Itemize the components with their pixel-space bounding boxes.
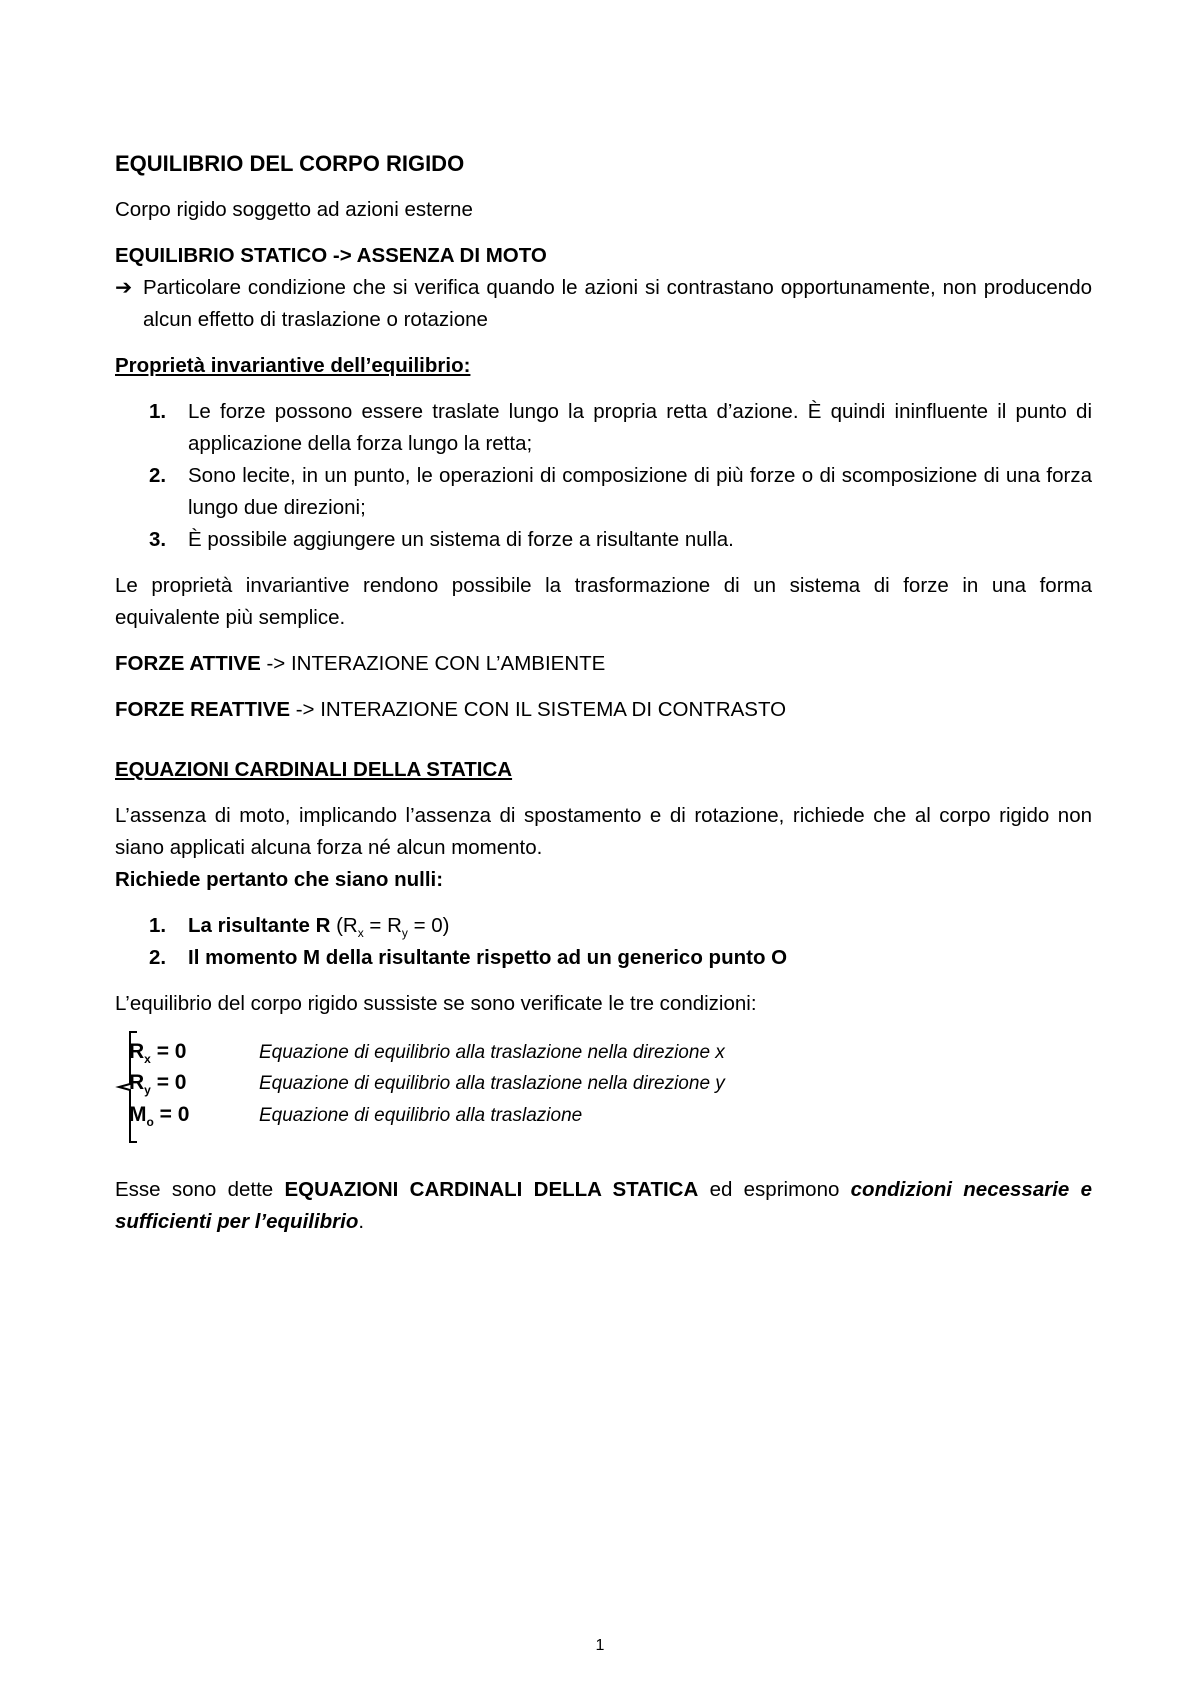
cardinal-intro: L’assenza di moto, implicando l’assenza di spostamento e di rotazione, richiede che al corpo rigido non siano applicati alcuna forza né alcun momento. [115, 804, 1092, 859]
equation-lhs: $R_x = 0$ [129, 1040, 187, 1067]
static-eq-heading: EQUILIBRIO STATICO -> ASSENZA DI MOTO [115, 244, 547, 267]
list-item-number: 2. [149, 946, 167, 969]
list-item [115, 460, 1092, 524]
active-forces-text: -> INTERAZIONE CON L’AMBIENTE [260, 652, 606, 675]
conclusion-text: Esse sono dette [115, 1178, 285, 1201]
cardinal-list [115, 910, 1092, 974]
equation-lhs: $R_y = 0$ [129, 1071, 187, 1098]
ry-symbol: = R [363, 914, 402, 937]
page-number: 1 [595, 1637, 605, 1654]
rx-symbol: R [342, 914, 358, 937]
equation-description: Equazione di equilibrio alla traslazione [259, 1105, 583, 1126]
ry-subscript: y [401, 926, 408, 941]
list-item-text [188, 910, 1092, 942]
list-item-text: È possibile aggiungere un sistema di forze a risultante nulla. [188, 528, 734, 551]
reactive-forces-line [115, 694, 1092, 726]
conclusion-keyword: EQUAZIONI CARDINALI DELLA STATICA [284, 1178, 699, 1201]
equation-lhs: $M_o = 0$ [129, 1103, 190, 1130]
reactive-forces-text: -> INTERAZIONE CON IL SISTEMA DI CONTRASTO [290, 698, 787, 721]
invariant-summary: Le proprietà invariantive rendono possibile la trasformazione di un sistema di forze in una forma equivalente più semplice. [115, 574, 1092, 629]
conclusion-text: ed esprimono [698, 1178, 851, 1201]
equation-description: Equazione di equilibrio alla traslazione nella direzione x [259, 1042, 725, 1063]
invariant-heading: Proprietà invariantive dell’equilibrio: [115, 354, 471, 377]
list-item [115, 910, 1092, 942]
equation-row [129, 1099, 582, 1132]
list-item [115, 396, 1092, 460]
list-item [115, 942, 1092, 974]
list-item-text: Le forze possono essere traslate lungo la propria retta d’azione. È quindi ininfluente il punto di applicazione della forza lungo la retta; [188, 400, 1092, 455]
equation-row [129, 1036, 725, 1069]
list-item-number: 1. [149, 914, 167, 937]
static-eq-definition [115, 272, 1092, 336]
right-arrow-icon: ➔ [115, 276, 133, 299]
list-item [115, 524, 1092, 556]
paren-open: ( [330, 914, 343, 937]
conditions-intro: L’equilibrio del corpo rigido sussiste se sono verificate le tre condizioni: [115, 992, 757, 1015]
active-forces-line [115, 648, 1092, 680]
list-item-number: 1. [149, 400, 167, 423]
list-item-number: 2. [149, 464, 167, 487]
conclusion-emphasis: condizioni necessarie e sufficienti per l’equilibrio [115, 1178, 1092, 1233]
invariant-list [115, 396, 1092, 556]
paren-close: = 0) [407, 914, 450, 937]
conclusion [115, 1174, 1092, 1238]
resultant-label: La risultante R [188, 914, 331, 937]
static-eq-text: Particolare condizione che si verifica quando le azioni si contrastano opportunamente, non producendo alcun effetto di traslazione o rotazione [143, 276, 1092, 331]
equation-description: Equazione di equilibrio alla traslazione nella direzione y [259, 1073, 725, 1094]
reactive-forces-label: FORZE REATTIVE [115, 698, 291, 721]
list-item-text: Sono lecite, in un punto, le operazioni di composizione di più forze o di scomposizione di una forza lungo due direzioni; [188, 464, 1092, 519]
active-forces-label: FORZE ATTIVE [115, 652, 261, 675]
equation-row [129, 1067, 725, 1100]
conclusion-period: . [358, 1210, 365, 1233]
list-item-text: Il momento M della risultante rispetto ad un generico punto O [188, 946, 788, 969]
subtitle: Corpo rigido soggetto ad azioni esterne [115, 198, 473, 221]
cardinal-heading: EQUAZIONI CARDINALI DELLA STATICA [115, 758, 513, 781]
page-title: EQUILIBRIO DEL CORPO RIGIDO [115, 151, 465, 176]
rx-subscript: x [357, 926, 364, 941]
cardinal-intro-2: Richiede pertanto che siano nulli: [115, 868, 444, 891]
page-content [115, 148, 1092, 1238]
equation-system [115, 1028, 1092, 1146]
list-item-number: 3. [149, 528, 167, 551]
